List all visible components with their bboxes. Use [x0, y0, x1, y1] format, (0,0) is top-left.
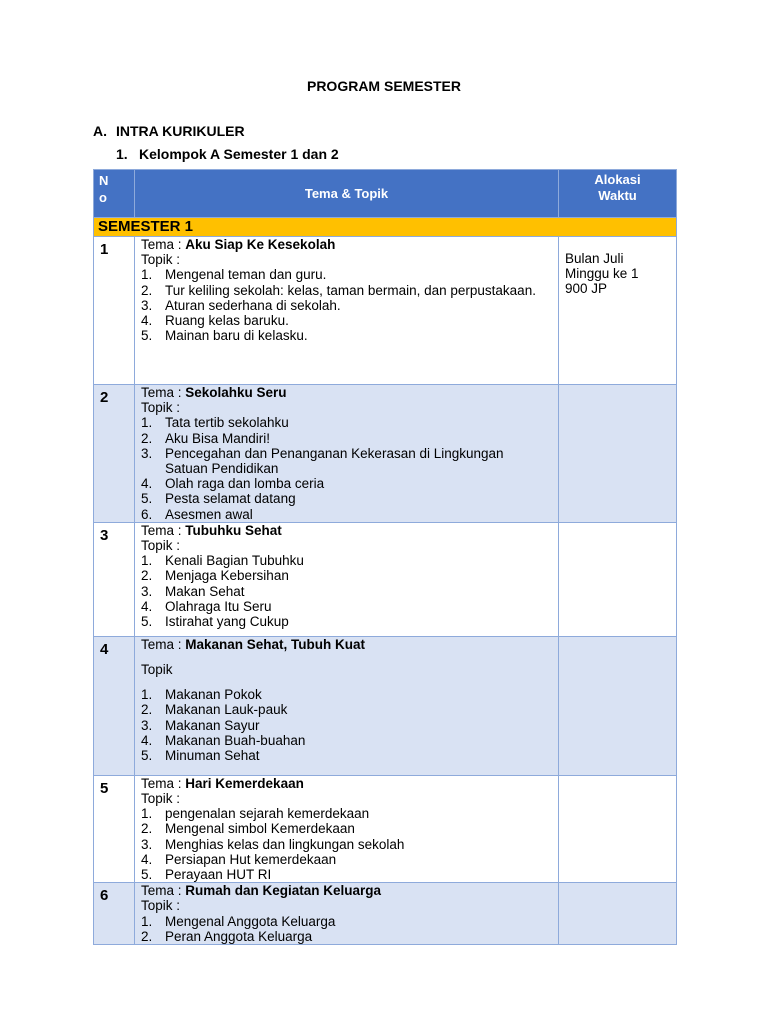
- tema-line: Tema : Tubuhku Sehat: [141, 522, 282, 538]
- alokasi-cell: [559, 522, 677, 636]
- list-item: 4. Olah raga dan lomba ceria: [141, 476, 325, 492]
- semester-label: SEMESTER 1: [94, 218, 677, 237]
- section-heading: [93, 123, 245, 139]
- subsection-heading: [116, 146, 339, 162]
- header-alokasi: [559, 170, 677, 218]
- row-number: 6: [94, 883, 135, 945]
- list-item: 1. Makanan Pokok: [141, 687, 262, 703]
- row-number: 3: [94, 522, 135, 636]
- topic-list: [141, 687, 558, 763]
- row-content: [135, 237, 559, 385]
- subsection-title: Kelompok A Semester 1 dan 2: [139, 146, 339, 162]
- topic-list: [141, 914, 558, 944]
- tema-line: Tema : Rumah dan Kegiatan Keluarga: [141, 883, 382, 899]
- alokasi-line: Minggu ke 1: [565, 266, 639, 282]
- list-item: 1. Mengenal teman dan guru.: [141, 267, 327, 283]
- list-item: 2. Menjaga Kebersihan: [141, 568, 289, 584]
- tema-line: Tema : Makanan Sehat, Tubuh Kuat: [141, 636, 366, 652]
- list-item: 1. Tata tertib sekolahku: [141, 415, 289, 431]
- row-number: 2: [94, 385, 135, 523]
- program-table: [93, 169, 677, 945]
- row-content: [135, 522, 559, 636]
- topik-label: Topik :: [141, 791, 181, 807]
- section-title: INTRA KURIKULER: [116, 123, 245, 139]
- topik-label: Topik :: [141, 252, 181, 268]
- semester-row: [94, 218, 677, 237]
- list-item: 3. Makan Sehat: [141, 583, 245, 599]
- page-title: PROGRAM SEMESTER: [306, 78, 461, 94]
- row-number: 4: [94, 636, 135, 775]
- list-item: 4. Makanan Buah-buahan: [141, 732, 306, 748]
- tema-title: Hari Kemerdekaan: [185, 775, 304, 791]
- list-item: 2. Tur keliling sekolah: kelas, taman bermain, dan perpustakaan.: [141, 282, 536, 298]
- topic-list: [141, 267, 558, 343]
- list-item: 6. Asesmen awal: [141, 506, 253, 522]
- tema-title: Sekolahku Seru: [185, 385, 287, 400]
- alokasi-cell: [559, 636, 677, 775]
- list-item: 2. Aku Bisa Mandiri!: [141, 430, 271, 446]
- topic-list: [141, 553, 558, 629]
- list-item: 2. Makanan Lauk-pauk: [141, 702, 288, 718]
- list-item: 5. Pesta selamat datang: [141, 491, 296, 507]
- row-number: 5: [94, 775, 135, 882]
- topic-list: [141, 806, 558, 882]
- topik-label: Topik :: [141, 400, 181, 416]
- list-item: 2. Mengenal simbol Kemerdekaan: [141, 821, 355, 837]
- alokasi-cell: [559, 385, 677, 523]
- header-no-label: No: [99, 173, 109, 205]
- tema-title: Tubuhku Sehat: [185, 522, 282, 538]
- row-number: 1: [94, 237, 135, 385]
- table-row: [94, 237, 677, 385]
- tema-line: [141, 237, 558, 252]
- table-row: [94, 636, 677, 775]
- header-no: [94, 170, 135, 218]
- list-item: 5. Mainan baru di kelasku.: [141, 328, 308, 344]
- row-content: [135, 775, 559, 882]
- alokasi-cell: [559, 883, 677, 945]
- list-item: 4. Persiapan Hut kemerdekaan: [141, 851, 337, 867]
- list-item: 3. Pencegahan dan Penanganan Kekerasan di Lingkungan Satuan Pendidikan: [141, 445, 504, 477]
- list-item: 4. Olahraga Itu Seru: [141, 598, 272, 614]
- row-content: [135, 883, 559, 945]
- alokasi-line: 900 JP: [565, 281, 608, 297]
- table-row: [94, 775, 677, 882]
- section-label: A.: [93, 123, 107, 139]
- list-item: 1. Mengenal Anggota Keluarga: [141, 913, 336, 929]
- row-content: [135, 385, 559, 523]
- list-item: 1. Kenali Bagian Tubuhku: [141, 553, 304, 569]
- table-row: [94, 385, 677, 523]
- row-content: [135, 636, 559, 775]
- list-item: 5. Istirahat yang Cukup: [141, 614, 289, 630]
- list-item: 3. Makanan Sayur: [141, 717, 260, 733]
- header-alokasi-label: Alokasi Waktu: [594, 172, 641, 203]
- table-row: [94, 522, 677, 636]
- list-item: 1. pengenalan sejarah kemerdekaan: [141, 806, 370, 822]
- table-row: [94, 883, 677, 945]
- list-item: 2. Peran Anggota Keluarga: [141, 928, 313, 944]
- topik-label: Topik :: [141, 538, 181, 554]
- alokasi-line: Bulan Juli: [565, 251, 624, 266]
- tema-title: Aku Siap Ke Kesekolah: [185, 237, 336, 252]
- list-item: 5. Perayaan HUT RI: [141, 867, 272, 883]
- tema-line: Tema : Sekolahku Seru: [141, 385, 287, 400]
- list-item: 4. Ruang kelas baruku.: [141, 313, 289, 329]
- tema-title: Rumah dan Kegiatan Keluarga: [185, 883, 382, 899]
- tema-prefix: Tema :: [141, 237, 186, 252]
- list-item: 3. Aturan sederhana di sekolah.: [141, 297, 341, 313]
- alokasi-cell: [559, 237, 677, 385]
- list-item: 3. Menghias kelas dan lingkungan sekolah: [141, 836, 405, 852]
- topic-list: [141, 415, 558, 521]
- topik-label: Topik :: [141, 898, 181, 914]
- alokasi-cell: [559, 775, 677, 882]
- subsection-label: 1.: [116, 146, 128, 162]
- table-header-row: [94, 170, 677, 218]
- tema-line: Tema : Hari Kemerdekaan: [141, 775, 304, 791]
- topik-label: Topik: [141, 662, 173, 678]
- header-tema: Tema & Topik: [135, 170, 559, 218]
- tema-title: Makanan Sehat, Tubuh Kuat: [185, 636, 366, 652]
- list-item: 5. Minuman Sehat: [141, 748, 260, 764]
